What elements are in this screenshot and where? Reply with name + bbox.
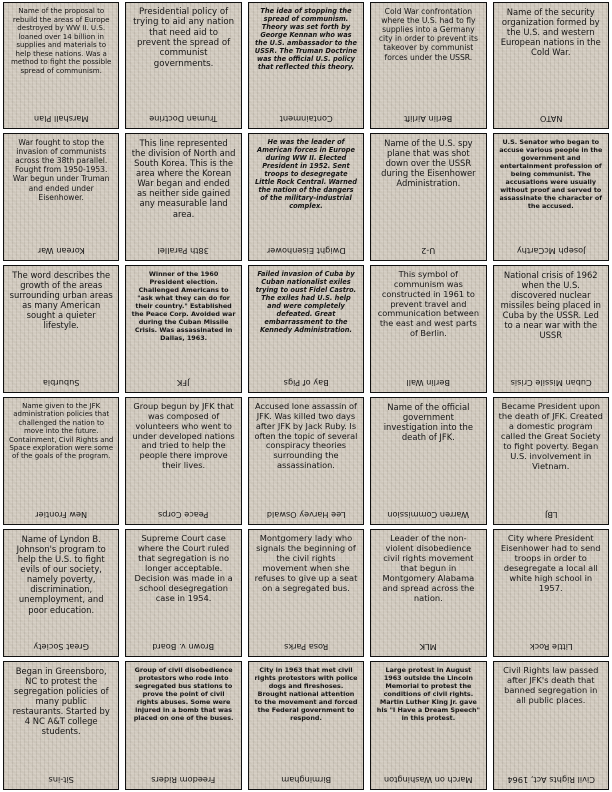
card-term: Lee Harvey Oswald — [266, 510, 346, 520]
card-korean-war — [3, 133, 119, 261]
card-definition: Name of the security organization formed by the U.S. and western European nations in the Cold War. — [500, 7, 601, 58]
card-birmingham — [248, 661, 364, 790]
card-definition: Leader of the non-violent disobedience civil rights movement that begun in Montgomery Alabama and spread across the nation. — [382, 533, 475, 603]
card-definition: Name of Lyndon B. Johnson's program to help the U.S. to fight evils of our society, namely poverty, discrimination, unemployment, and poor education. — [16, 534, 106, 615]
card-containment — [248, 2, 364, 129]
card-dwight-eisenhower — [248, 133, 364, 261]
card-definition: War fought to stop the invasion of communists across the 38th parallel. Fought from 1950-1953. War begun under Truman and ended under Eisenhower. — [12, 138, 110, 202]
card-term: Korean War — [37, 246, 85, 256]
card-nato — [493, 2, 609, 129]
card-new-frontier — [3, 397, 119, 525]
card-marshall-plan — [3, 2, 119, 129]
card-definition: City in 1963 that met civil rights protestors with police dogs and fireshoses. Brought national attention to the movement and forced the Federal government to respond. — [254, 666, 358, 722]
card-definition: Large protest in August 1963 outside the Lincoln Memorial to protest the conditions of civil rights. Martin Luther King Jr. gave his "I Have a Dream Speech" in this protest. — [376, 666, 480, 722]
card-definition: Presidential policy of trying to aid any nation that need aid to prevent the spread of communist governments. — [133, 7, 235, 69]
card-term: MLK — [419, 642, 437, 652]
card-jfk — [125, 265, 241, 393]
card-38th-parallel — [125, 133, 241, 261]
card-term: Freedom Riders — [151, 775, 216, 785]
card-little-rock — [493, 529, 609, 657]
card-term: Containment — [279, 114, 333, 124]
card-term: Bay of Pigs — [283, 378, 329, 388]
card-term: Truman Doctrine — [149, 114, 218, 124]
card-term: Suburbia — [42, 378, 80, 388]
card-term: March on Washington — [384, 775, 473, 785]
card-lee-harvey-oswald — [248, 397, 364, 525]
card-rosa-parks — [248, 529, 364, 657]
card-term: JFK — [177, 378, 190, 388]
card-definition: Civil Rights law passed after JFK's death that banned segregation in all public places. — [503, 665, 599, 705]
card-brown-v-board — [125, 529, 241, 657]
card-term: Civil Rights Act, 1964 — [506, 775, 595, 785]
card-definition: Group begun by JFK that was composed of volunteers who went to under developed nations and tried to help the people there improve their lives. — [132, 401, 235, 471]
card-definition: City where President Eisenhower had to send troops in order to desegregate a local all white high school in 1957. — [500, 533, 601, 593]
card-berlin-wall — [370, 265, 486, 393]
card-definition: Became President upon the death of JFK. Created a domestic program called the Great Society to fight poverty. Began U.S. involvement in Vietnam. — [498, 401, 603, 471]
card-definition: National crisis of 1962 when the U.S. discovered nuclear missiles being placed in Cuba by the USSR. Led to a near war with the USSR — [500, 270, 601, 341]
card-term: Dwight Eisenhower — [266, 246, 346, 256]
card-definition: Name of the proposal to rebuild the areas of Europe destroyed by WW II. U.S. loaned over 14 billion in supplies and materials to help these nations. Was a method to fight the possible spread of communism. — [10, 6, 112, 75]
card-definition: This symbol of communism was constructed in 1961 to prevent travel and communication between the east and west parts of Berlin. — [377, 269, 480, 339]
card-suburbia — [3, 265, 119, 393]
card-definition: Cold War confrontation where the U.S. had to fly supplies into a Germany city in order to prevent its takeover by communist forces under the USSR. — [378, 7, 478, 62]
card-cuban-missile-crisis — [493, 265, 609, 393]
card-definition: Group of civil disobedience protestors who rode into segregated bus stations to prove the point of civil rights abuses. Some were injured in a bomb that was placed on one of the buses. — [133, 666, 234, 722]
card-truman-doctrine — [125, 2, 241, 129]
card-term: Rosa Parks — [283, 642, 329, 652]
card-term: Great Society — [33, 642, 89, 652]
card-term: Berlin Wall — [406, 378, 451, 388]
card-joseph-mccarthy — [493, 133, 609, 261]
card-mlk — [370, 529, 486, 657]
card-definition: U.S. Senator who began to accuse various people in the government and entertainment profession of being communist. The accusations were usually without proof and served to assassinate the character of the accused. — [499, 138, 603, 210]
card-march-on-washington — [370, 661, 486, 790]
card-term: 38th Parallel — [157, 246, 210, 256]
card-warren-commission — [370, 397, 486, 525]
card-term: Warren Commission — [387, 510, 470, 520]
card-definition: He was the leader of American forces in Europe during WW II. Elected President in 1952. Sent troops to desegregate Little Rock Central. Warned the nation of the dangers of the military-industrial complex. — [254, 138, 357, 211]
card-bay-of-pigs — [248, 265, 364, 393]
card-term: Cuban Missile Crisis — [510, 378, 592, 388]
card-definition: Accused lone assassin of JFK. Was killed two days after JFK by Jack Ruby. Is often the topic of several conspiracy theories surrounding the assassination. — [254, 401, 358, 471]
card-term: Birmingham — [281, 775, 331, 785]
card-u-2 — [370, 133, 486, 261]
card-definition: Failed invasion of Cuba by Cuban nationalist exiles trying to oust Fidel Castro. The exiles had U.S. help and were completely defeated. Great embarrassment to the Kennedy Administration. — [255, 270, 357, 335]
card-definition: Montgomery lady who signals the beginning of the civil rights movement when she refuses to give up a seat on a segregated bus. — [254, 533, 358, 593]
card-definition: Name given to the JFK administration policies that challenged the nation to move into the future. Containment, Civil Rights and Space exploration were some of the goals of the program. — [9, 402, 114, 461]
card-term: Joseph McCarthy — [516, 246, 586, 256]
card-peace-corps — [125, 397, 241, 525]
card-term: NATO — [539, 114, 563, 124]
card-term: LBJ — [544, 510, 558, 520]
card-freedom-riders — [125, 661, 241, 790]
card-great-society — [3, 529, 119, 657]
card-term: New Frontier — [35, 510, 88, 520]
card-term: Marshall Plan — [33, 114, 89, 124]
card-berlin-airlift — [370, 2, 486, 129]
card-term: Little Rock — [529, 642, 573, 652]
card-definition: Name of the official government investigation into the death of JFK. — [383, 402, 474, 443]
card-term: Peace Corps — [158, 510, 209, 520]
card-definition: Name of the U.S. spy plane that was shot down over the USSR during the Eisenhower Administration. — [381, 138, 476, 189]
card-definition: Supreme Court case where the Court ruled that segregation is no longer acceptable. Decision was made in a school desegregation case in 1954. — [134, 533, 233, 603]
card-term: Berlin Airlift — [404, 114, 453, 124]
card-term: U-2 — [421, 246, 436, 256]
card-definition: The idea of stopping the spread of communism. Theory was set forth by George Kennan who was the U.S. ambassador to the USSR. The Truman Doctrine was the official U.S. policy that reflected this theory. — [254, 7, 358, 72]
card-sit-ins — [3, 661, 119, 790]
card-civil-rights-act-1964 — [493, 661, 609, 790]
card-definition: Winner of the 1960 President election. Challenged Americans to "ask what they can do for their country." Established the Peace Corp. Avoided war during the Cuban Missile Crisis. Was assassinated in Dallas, 1963. — [131, 270, 236, 342]
card-definition: The word describes the growth of the areas surrounding urban areas as many American sought a quieter lifestyle. — [9, 270, 113, 331]
card-term: Sit-ins — [48, 775, 74, 785]
card-term: Brown v. Board — [152, 642, 215, 652]
card-definition: This line represented the division of North and South Korea. This is the area where the Korean War began and ended as neither side gained any measurable land area. — [131, 138, 236, 219]
card-definition: Began in Greensboro, NC to protest the segregation policies of many public restaurants. Started by 4 NC A&T college students. — [12, 666, 110, 737]
card-lbj — [493, 397, 609, 525]
